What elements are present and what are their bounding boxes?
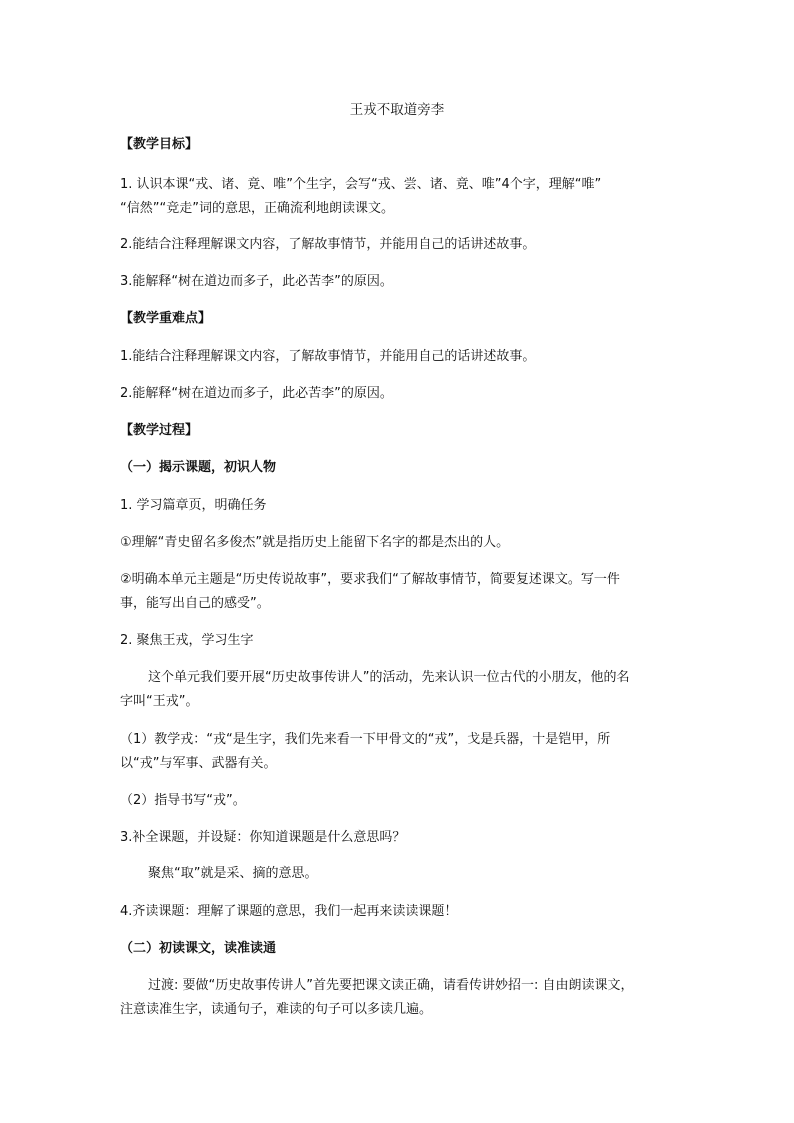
part-1-heading: （一）揭示课题，初识人物 [120, 460, 277, 475]
document-title: 王戎不取道旁李 [349, 102, 445, 118]
step-1: 1. 学习篇章页，明确任务 [120, 498, 267, 513]
part-2-para-line-2: 注意读准生字，读通句子，难读的句子可以多读几遍。 [120, 1002, 433, 1017]
step-2-2: （2）指导书写“戎”。 [120, 793, 246, 808]
step-4: 4.齐读课题：理解了课题的意思，我们一起再来读读课题！ [120, 904, 458, 919]
step-1-b-line-1: ②明确本单元主题是“历史传说故事”，要求我们“了解故事情节，简要复述课文。写一件 [120, 572, 620, 587]
step-3: 3.补全课题，并设疑：你知道课题是什么意思吗？ [120, 830, 406, 845]
step-2-1-line-1: （1）教学戎：“戎“是生字，我们先来看一下甲骨文的“戎”，戈是兵器，十是铠甲，所 [120, 732, 611, 747]
step-2-para-line-2: 字叫“王戎”。 [120, 694, 199, 709]
goal-1-line-2: “信然”“竞走”词的意思，正确流利地朗读课文。 [120, 201, 394, 216]
goals-heading: 【教学目标】 [120, 137, 199, 152]
step-1-b-line-2: 事，能写出自己的感受”。 [120, 596, 270, 611]
step-1-a: ①理解“青史留名多俊杰”就是指历史上能留下名字的都是杰出的人。 [120, 535, 510, 550]
part-2-heading: （二）初读课文，读准读通 [120, 941, 277, 956]
goal-1-line-1: 1. 认识本课“戎、诸、竟、唯”个生字，会写“戎、尝、诸、竟、唯”4个字，理解“唯” [120, 177, 602, 192]
keypoints-heading: 【教学重难点】 [120, 311, 212, 326]
keypoint-2: 2.能解释“树在道边而多子，此必苦李”的原因。 [120, 386, 393, 401]
process-heading: 【教学过程】 [120, 423, 199, 438]
step-2-1-line-2: 以“戎”与军事、武器有关。 [120, 756, 277, 771]
goal-3: 3.能解释“树在道边而多子，此必苦李”的原因。 [120, 274, 393, 289]
keypoint-1: 1.能结合注释理解课文内容，了解故事情节，并能用自己的话讲述故事。 [120, 349, 536, 364]
part-2-para-line-1: 过渡: 要做“历史故事传讲人”首先要把课文读正确，请看传讲妙招一: 自由朗读课文， [148, 978, 634, 993]
step-2: 2. 聚焦王戎，学习生字 [120, 633, 254, 648]
step-3-para: 聚焦“取”就是采、摘的意思。 [148, 866, 318, 881]
step-2-para-line-1: 这个单元我们要开展“历史故事传讲人”的活动，先来认识一位古代的小朋友，他的名 [148, 670, 630, 685]
goal-2: 2.能结合注释理解课文内容，了解故事情节，并能用自己的话讲述故事。 [120, 237, 536, 252]
